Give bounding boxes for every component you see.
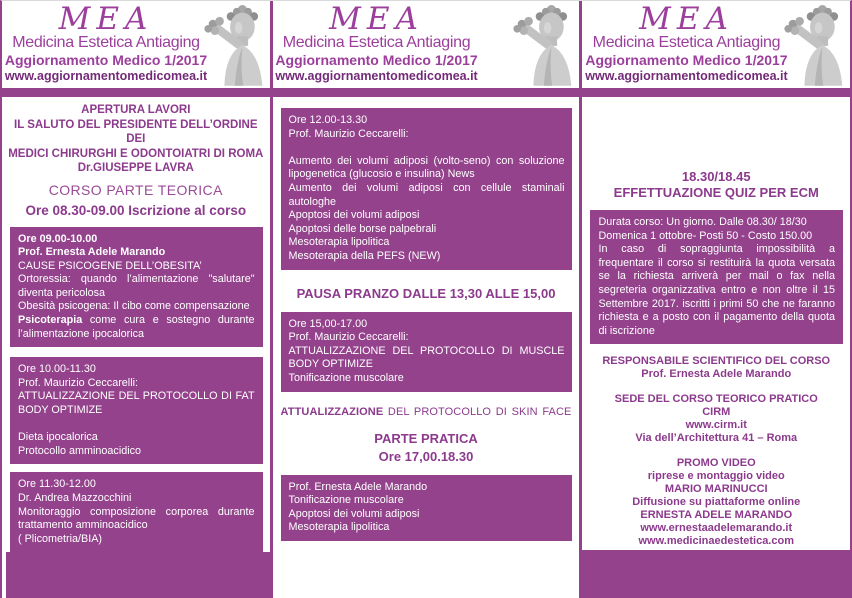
statue-image — [773, 1, 849, 87]
skin-face-protocol-line — [281, 405, 572, 419]
masthead — [2, 1, 270, 88]
masthead-website-link[interactable]: www.aggiornamentomedicomea.it — [4, 69, 208, 83]
session-speaker: Prof. Maurizio Ceccarelli: — [288, 127, 409, 140]
promo-website-link[interactable]: www.ernestaadelemarando.it — [640, 522, 793, 535]
session-topic: Apoptosi dei volumi adiposi — [288, 507, 420, 520]
opening-line: IL SALUTO DEL PRESIDENTE DELL’ORDINE DEI — [14, 118, 258, 145]
logo-subtitle: Medicina Estetica Antiaging — [282, 34, 471, 51]
session-topic: Monitoraggio composizione corporea durante trattamento amminoacidico — [18, 505, 255, 532]
session-topic: Mesoterapia lipolitica — [288, 521, 390, 534]
session-topic: Protocollo amminoacidico — [18, 444, 142, 457]
topic-rest: come cura e sostegno durante l’alimentazione ipocalorica — [18, 314, 255, 340]
promo-role: Diffusione su piattaforme online — [632, 496, 801, 509]
statue-image — [193, 1, 269, 87]
spacer — [289, 141, 565, 155]
quiz-title: EFFETTUAZIONE QUIZ PER ECM — [613, 185, 819, 200]
logo-edition: Aggiornamento Medico 1/2017 — [585, 52, 788, 68]
session-topic: Mesoterapia lipolitica — [288, 236, 390, 249]
responsible-name: Prof. Ernesta Adele Marando — [641, 368, 792, 381]
session-time: Ore 15,00-17.00 — [288, 317, 368, 330]
practical-part-time: Ore 17,00.18.30 — [378, 448, 474, 464]
practical-part-title: PARTE PRATICA — [374, 430, 478, 446]
venue-website-link[interactable]: www.cirm.it — [685, 419, 747, 432]
column-info-credits — [582, 1, 850, 598]
spacer — [582, 381, 850, 393]
logo-block — [273, 1, 481, 84]
registration-time: Ore 08.30-09.00 Iscrizione al corso — [25, 202, 247, 218]
session-topic: Tonificazione muscolare — [288, 371, 404, 384]
session-topic: Aumento dei volumi adiposi con cellule staminali autologhe — [288, 181, 565, 208]
session-speaker: Dr. Andrea Mazzocchini — [18, 492, 132, 504]
promo-role: riprese e montaggio video — [647, 470, 785, 483]
topic-lead: ATTUALIZZAZIONE — [280, 405, 384, 418]
course-part-title: CORSO PARTE TEORICA — [48, 181, 223, 198]
session-time: Ore 09.00-10.00 — [18, 232, 98, 245]
course-duration: Durata corso: Un giorno. Dalle 08.30/ 18/30 — [598, 216, 807, 228]
session-speaker: Prof. Ernesta Adele Marando — [18, 246, 166, 259]
opening-announcement — [2, 103, 270, 176]
logo-edition: Aggiornamento Medico 1/2017 — [275, 52, 478, 68]
masthead-website-link[interactable]: www.aggiornamentomedicomea.it — [275, 69, 478, 83]
header-divider-bar — [2, 88, 270, 97]
session-topic: Obesità psicogena: Il cibo come compensazione — [18, 300, 250, 313]
promo-name: ERNESTA ADELE MARANDO — [640, 509, 793, 522]
session-topic: Ortoressia: quando l’alimentazione "salutare" diventa pericolosa — [18, 273, 255, 299]
opening-line: APERTURA LAVORI — [81, 104, 191, 116]
column-afternoon-practice — [273, 1, 580, 598]
session-topic: Aumento dei volumi adiposi (volto-seno) con soluzione lipogenetica (glucosio e insulina) News — [288, 154, 565, 181]
decorative-bottom-band — [582, 550, 850, 598]
refund-policy: In caso di sopraggiunta impossibilità a frequentare il corso si restituirà la quota versata se la richiesta arriverà per mail o fax nella segreteria organizzativa entro e non oltre il 15 Settembre 2017. iscritti i primi 50 che ne faranno richiesta e a posto con il pagamento della quota di iscrizione — [598, 243, 836, 337]
masthead — [582, 1, 850, 88]
session-topic: Dieta ipocalorica — [18, 431, 98, 444]
header-divider-bar — [582, 88, 850, 97]
decorative-bottom-band — [6, 552, 270, 598]
promo-title: PROMO VIDEO — [676, 457, 756, 470]
session-speaker: Prof. Maurizio Ceccarelli: — [288, 331, 409, 344]
promo-website-link[interactable]: www.medicinaedestetica.com — [638, 535, 794, 548]
venue-address: Via dell’Architettura 41 – Roma — [635, 432, 798, 445]
promo-name: MARIO MARINUCCI — [664, 483, 768, 496]
session-topic — [18, 314, 255, 341]
session-time: Ore 12.00-13.30 — [288, 114, 368, 126]
logo-subtitle: Medicina Estetica Antiaging — [12, 34, 200, 51]
session-block-1130 — [10, 472, 263, 552]
session-topic: ( Plicometria/BIA) — [18, 532, 102, 545]
session-block-0900 — [10, 227, 263, 348]
session-topic: Apoptosi delle borse palpebrali — [288, 222, 437, 235]
logo-edition: Aggiornamento Medico 1/2017 — [4, 52, 208, 68]
session-topic: Mesoterapia della PEFS (NEW) — [288, 249, 441, 262]
session-block-1200 — [281, 108, 573, 270]
topic-lead: Psicoterapia — [18, 314, 83, 327]
logo-title: MEA — [639, 1, 734, 37]
quiz-time: 18.30/18.45 — [681, 169, 751, 184]
course-date-cost: Domenica 1 ottobre- Posti 50 - Costo 150.00 — [598, 229, 813, 242]
masthead — [273, 1, 580, 88]
session-title: ATTUALIZZAZIONE DEL PROTOCOLLO DI MUSCLE BODY OPTIMIZE — [288, 344, 565, 371]
column-theory-morning — [2, 1, 270, 598]
responsible-title: RESPONSABILE SCIENTIFICO DEL CORSO — [602, 355, 831, 368]
venue-title: SEDE DEL CORSO TEORICO PRATICO — [614, 393, 818, 406]
spacer — [582, 445, 850, 457]
session-time: Ore 10.00-11.30 — [18, 363, 96, 376]
course-info-block — [590, 210, 843, 344]
session-block-1000 — [10, 357, 263, 464]
masthead-website-link[interactable]: www.aggiornamentomedicomea.it — [585, 69, 788, 83]
session-block-1500 — [281, 312, 573, 392]
logo-title: MEA — [58, 1, 154, 37]
opening-line: Dr.GIUSEPPE LAVRA — [77, 162, 194, 174]
session-time: Ore 11.30-12.00 — [18, 478, 96, 491]
topic-rest: DEL PROTOCOLLO DI SKIN FACE — [383, 405, 572, 418]
statue-image — [502, 1, 578, 87]
session-title: CAUSE PSICOGENE DELL’OBESITA’ — [18, 259, 202, 272]
venue-name: CIRM — [702, 406, 731, 419]
spacer — [18, 418, 255, 432]
logo-title: MEA — [329, 1, 424, 37]
session-block-practice — [281, 475, 573, 541]
logo-subtitle: Medicina Estetica Antiaging — [592, 34, 781, 51]
credits-section — [582, 355, 850, 548]
session-topic: Tonificazione muscolare — [288, 494, 404, 507]
session-title: ATTUALIZZAZIONE DEL PROTOCOLLO DI FAT BODY OPTIMIZE — [18, 390, 255, 417]
logo-block — [2, 1, 210, 84]
session-speaker: Prof. Ernesta Adele Marando — [288, 480, 428, 493]
session-topic: Apoptosi dei volumi adiposi — [288, 209, 420, 222]
session-speaker: Prof. Maurizio Ceccarelli: — [18, 376, 138, 389]
opening-line: MEDICI CHIRURGHI E ODONTOIATRI DI ROMA — [8, 147, 264, 160]
logo-block — [582, 1, 790, 84]
header-divider-bar — [273, 88, 580, 97]
lunch-break-heading: PAUSA PRANZO DALLE 13,30 ALLE 15,00 — [296, 285, 556, 301]
